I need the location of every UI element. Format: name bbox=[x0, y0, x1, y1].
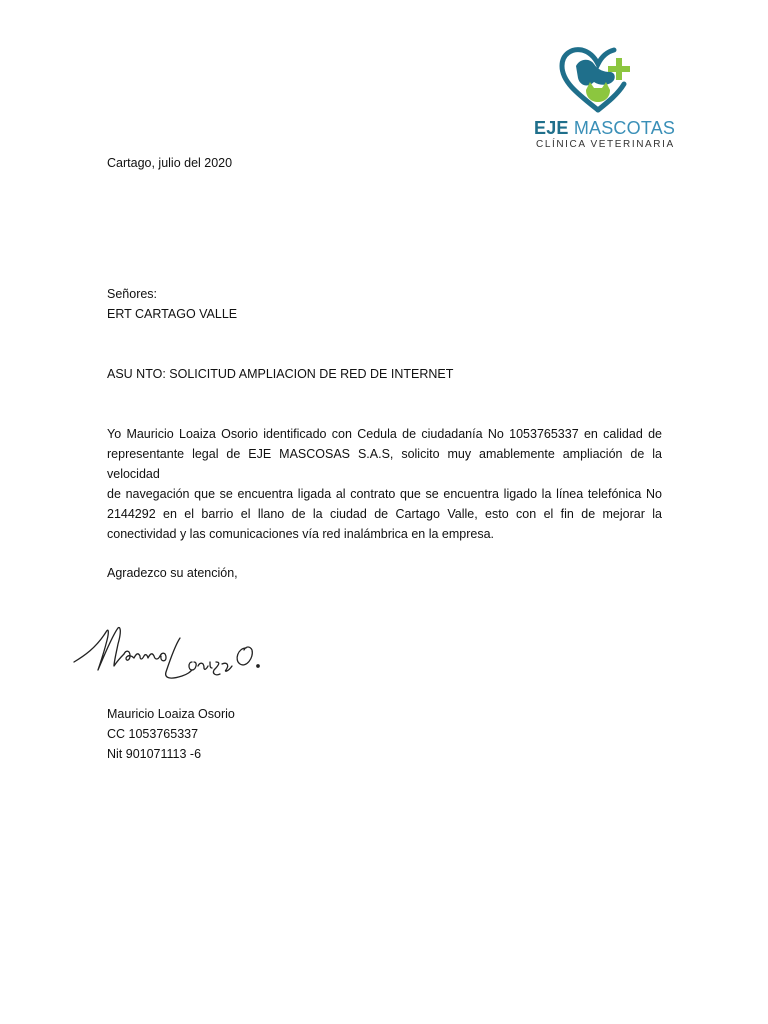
clinic-name-bold: EJE bbox=[534, 118, 569, 138]
closing-line: Agradezco su atención, bbox=[107, 566, 238, 580]
recipient: ERT CARTAGO VALLE bbox=[107, 307, 238, 321]
heart-paw-plus-icon bbox=[558, 44, 638, 116]
clinic-name bbox=[534, 118, 675, 138]
body-line: conectividad y las comunicaciones vía red inalámbrica en la empresa. bbox=[107, 527, 494, 541]
signer-cc: CC 1053765337 bbox=[107, 727, 199, 741]
date-line: Cartago, julio del 2020 bbox=[107, 156, 233, 170]
body-line: 2144292 en el barrio el llano de la ciudad de Cartago Valle, esto con el fin de mejorar la bbox=[107, 507, 662, 521]
handwritten-signature bbox=[70, 604, 270, 688]
body-paragraph bbox=[107, 424, 662, 544]
salutation: Señores: bbox=[107, 287, 158, 301]
clinic-subtitle: CLÍNICA VETERINARIA bbox=[536, 139, 675, 150]
body-line: representante legal de EJE MASCOSAS S.A.S, solicito muy amablemente ampliación de la velocidad bbox=[107, 447, 662, 481]
subject-line: ASU NTO: SOLICITUD AMPLIACION DE RED DE INTERNET bbox=[107, 367, 454, 381]
body-line: Yo Mauricio Loaiza Osorio identificado con Cedula de ciudadanía No 1053765337 en calidad de bbox=[107, 427, 662, 441]
signer-name: Mauricio Loaiza Osorio bbox=[107, 707, 235, 721]
body-line: de navegación que se encuentra ligada al contrato que se encuentra ligado la línea telefónica No bbox=[107, 487, 662, 501]
clinic-logo bbox=[528, 44, 676, 156]
clinic-name-light: MASCOTAS bbox=[573, 118, 676, 138]
signer-nit: Nit 901071113 -6 bbox=[107, 747, 202, 761]
